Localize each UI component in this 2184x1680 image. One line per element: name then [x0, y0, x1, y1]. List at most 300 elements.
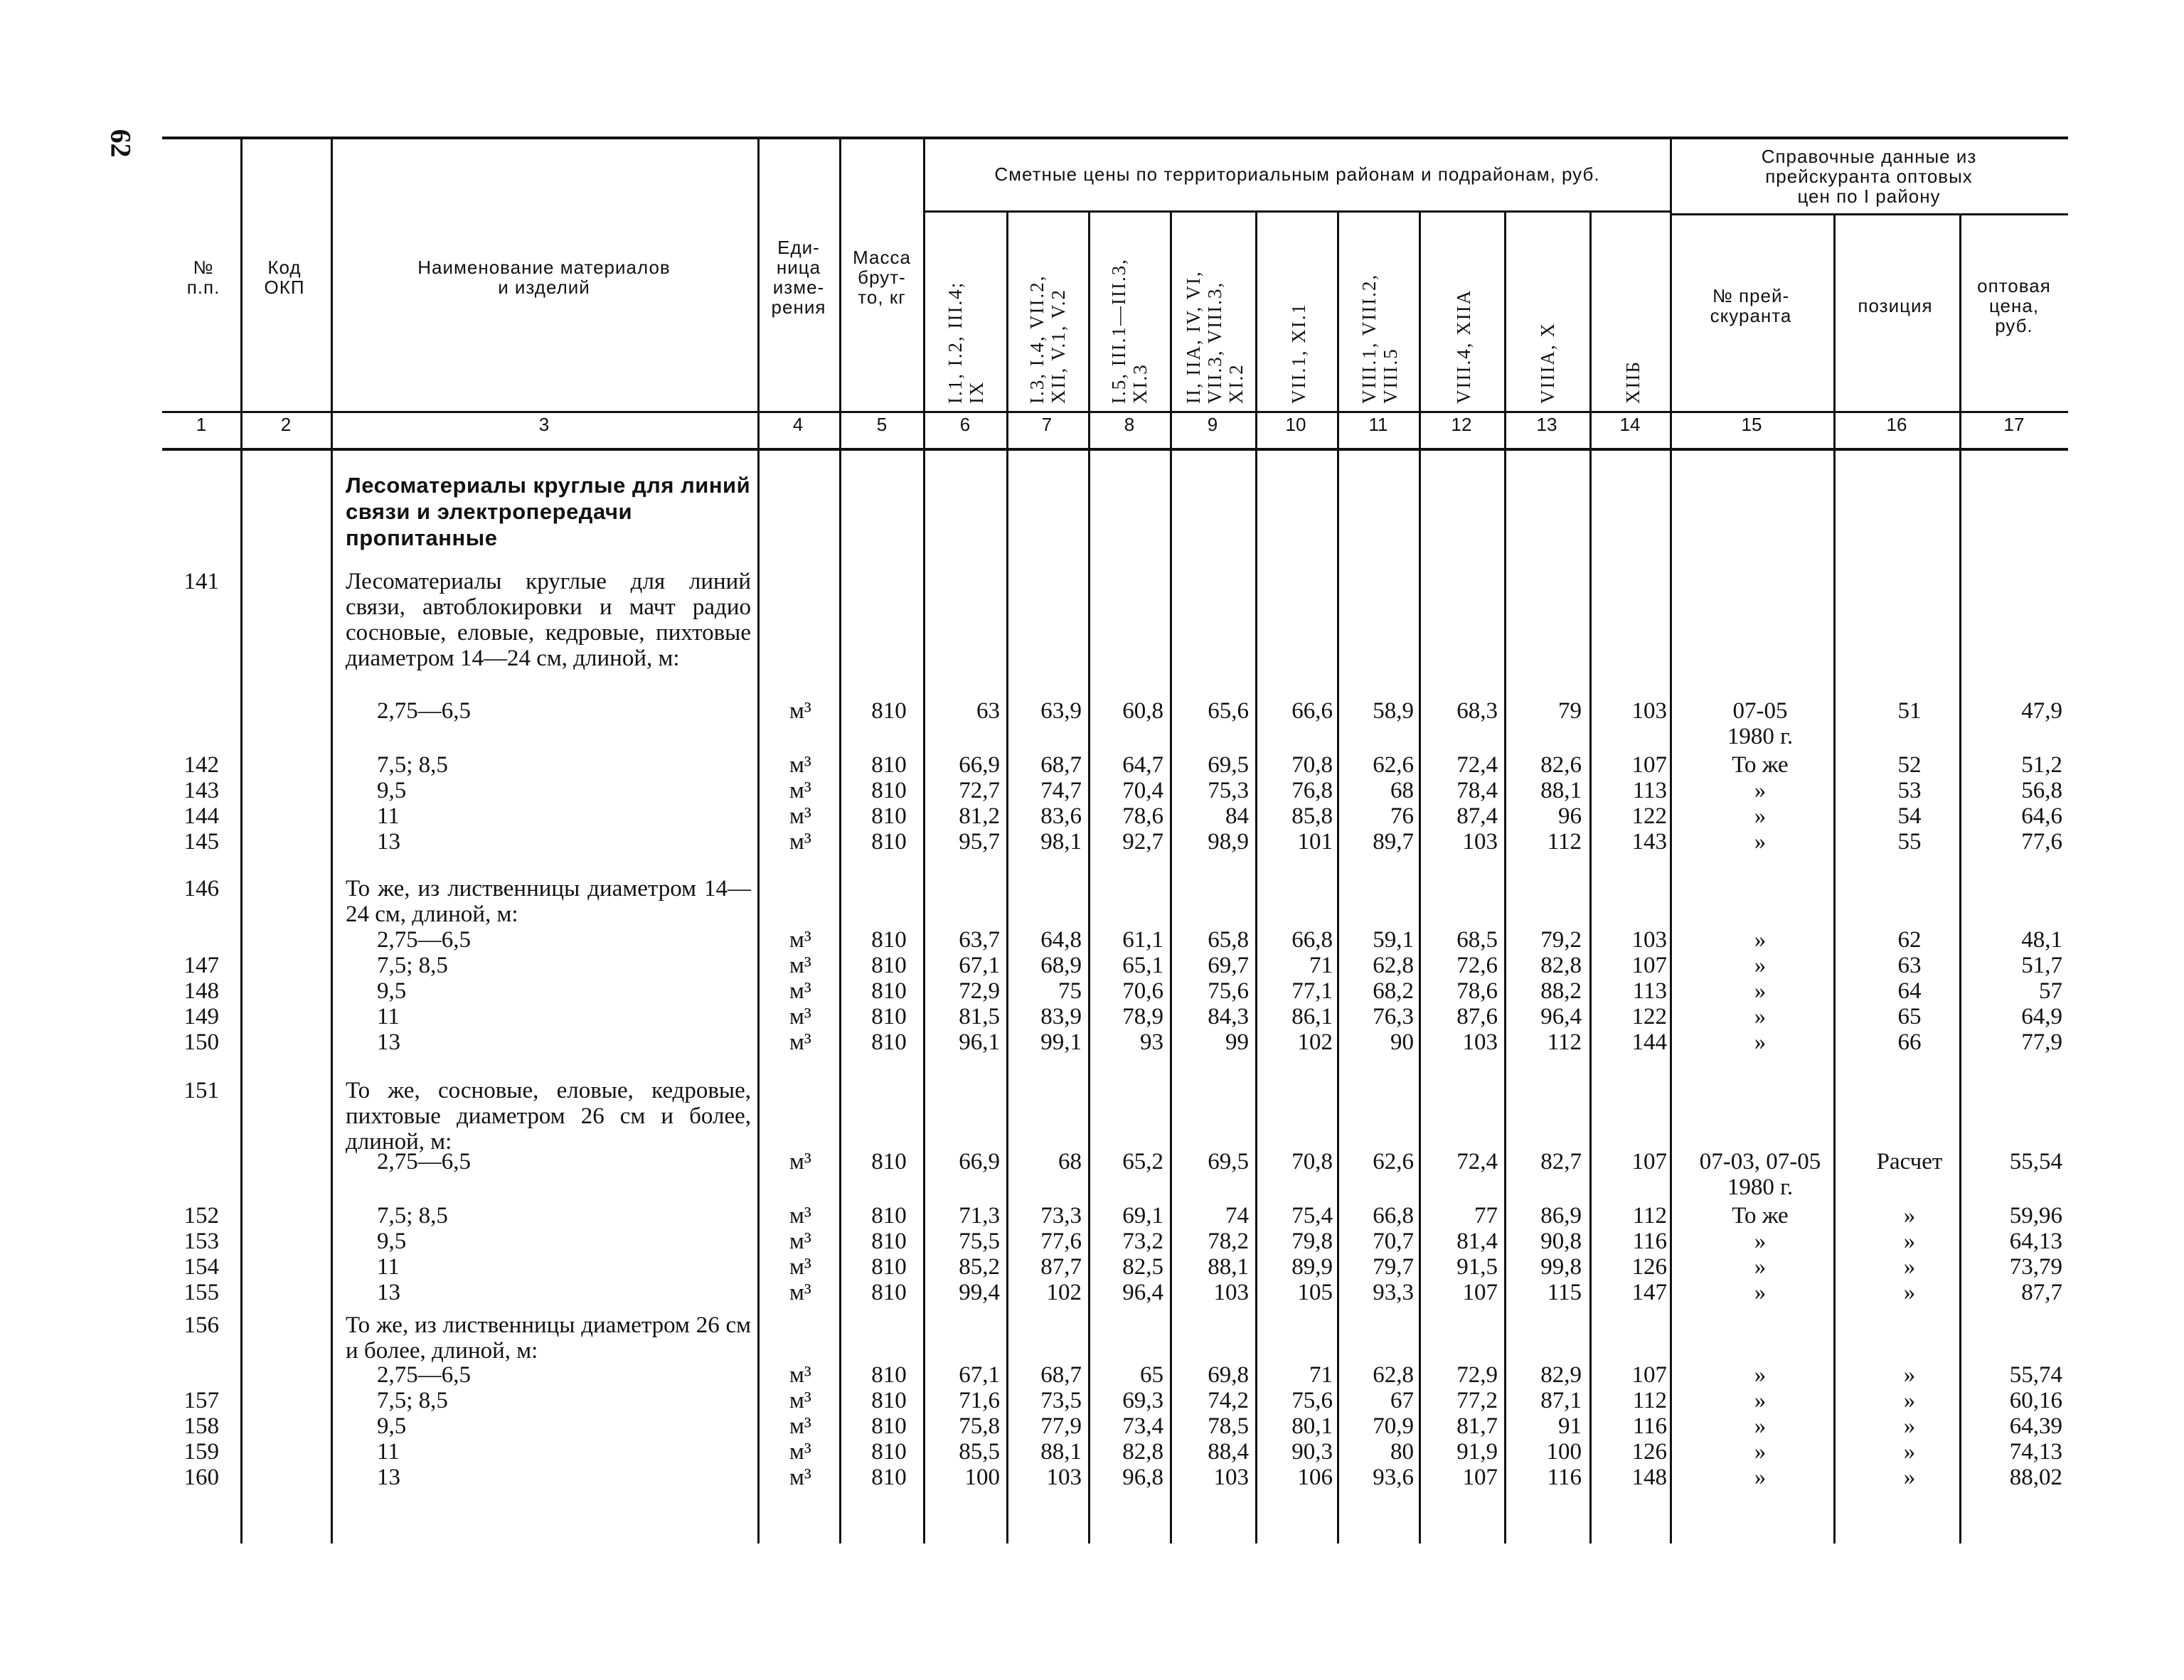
- row-price-region-3: 65,1: [1122, 953, 1163, 978]
- row-unit: м³: [789, 1280, 811, 1305]
- row-price-region-7: 91,9: [1456, 1439, 1498, 1465]
- row-price-region-8: 116: [1547, 1465, 1582, 1490]
- row-price-region-4: 103: [1213, 1280, 1249, 1305]
- row-position: 64: [1897, 978, 1922, 1004]
- row-position: »: [1903, 1465, 1916, 1490]
- row-price-region-9: 122: [1631, 1004, 1667, 1029]
- row-mass: 810: [871, 778, 907, 803]
- header-region-7: VIII.4, XIIA: [1453, 289, 1474, 404]
- row-price-region-6: 68,2: [1373, 978, 1414, 1004]
- row-price-region-2: 75: [1058, 978, 1082, 1004]
- row-length: 7,5; 8,5: [377, 1388, 448, 1413]
- row-mass: 810: [871, 1229, 907, 1254]
- row-price-region-7: 72,6: [1456, 953, 1498, 978]
- row-wholesale-price: 77,9: [2021, 1029, 2062, 1055]
- row-price-region-5: 75,4: [1291, 1203, 1333, 1229]
- table-row: [0, 1229, 2184, 1254]
- row-unit: м³: [789, 1465, 811, 1490]
- row-length: 11: [377, 803, 400, 829]
- column-number-8: 8: [1124, 413, 1135, 435]
- row-pricelist: »: [1754, 778, 1767, 803]
- row-price-region-5: 70,8: [1291, 752, 1333, 778]
- row-price-region-8: 91: [1558, 1413, 1582, 1439]
- header-region-1: I.1, I.2, III.4; IX: [944, 281, 987, 404]
- row-price-region-1: 72,7: [959, 778, 1000, 803]
- row-position: »: [1903, 1362, 1916, 1388]
- row-price-region-5: 71: [1309, 953, 1333, 978]
- row-number: 159: [183, 1439, 219, 1465]
- row-number: 153: [183, 1229, 219, 1254]
- row-pricelist: »: [1754, 1465, 1767, 1490]
- row-pricelist: »: [1754, 1029, 1767, 1055]
- row-price-region-6: 93,3: [1373, 1280, 1414, 1305]
- row-price-region-2: 73,5: [1040, 1388, 1082, 1413]
- row-price-region-5: 76,8: [1291, 778, 1333, 803]
- row-price-region-1: 72,9: [959, 978, 1000, 1004]
- row-price-region-2: 99,1: [1040, 1029, 1082, 1055]
- header-pricelist: № прей- скуранта: [1710, 285, 1792, 326]
- row-unit: м³: [789, 1004, 811, 1029]
- row-price-region-5: 71: [1309, 1362, 1333, 1388]
- row-price-region-6: 89,7: [1373, 829, 1414, 855]
- row-wholesale-price: 64,13: [2009, 1229, 2062, 1254]
- row-price-region-3: 64,7: [1122, 752, 1163, 778]
- row-length: 2,75—6,5: [377, 1149, 471, 1175]
- row-price-region-5: 89,9: [1291, 1254, 1333, 1280]
- row-length: 7,5; 8,5: [377, 752, 448, 778]
- row-mass: 810: [871, 927, 907, 953]
- header-unit: Еди- ница изме- рения: [771, 237, 826, 318]
- row-price-region-5: 105: [1297, 1280, 1333, 1305]
- row-pricelist: »: [1754, 829, 1767, 855]
- row-price-region-6: 66,8: [1373, 1203, 1414, 1229]
- table-row: [0, 1254, 2184, 1280]
- column-number-1: 1: [196, 413, 207, 435]
- row-price-region-6: 68: [1390, 778, 1414, 803]
- column-number-3: 3: [538, 413, 550, 435]
- table-row: [0, 778, 2184, 803]
- row-price-region-5: 70,8: [1291, 1149, 1333, 1175]
- row-price-region-7: 91,5: [1456, 1254, 1498, 1280]
- row-price-region-8: 79,2: [1540, 927, 1582, 953]
- row-price-region-6: 58,9: [1373, 698, 1414, 724]
- row-position: »: [1903, 1203, 1916, 1229]
- row-number: 156: [183, 1312, 219, 1338]
- prices-group-rule: [923, 210, 1671, 213]
- row-price-region-4: 65,8: [1208, 927, 1249, 953]
- row-price-region-6: 76,3: [1373, 1004, 1414, 1029]
- row-wholesale-price: 73,79: [2009, 1254, 2062, 1280]
- row-number: 158: [183, 1413, 219, 1439]
- row-number: 144: [183, 803, 219, 829]
- column-number-4: 4: [792, 413, 804, 435]
- row-position: »: [1903, 1280, 1916, 1305]
- row-mass: 810: [871, 698, 907, 724]
- header-region-5: VII.1, XI.1: [1288, 303, 1309, 404]
- row-price-region-6: 59,1: [1373, 927, 1414, 953]
- row-pricelist: »: [1754, 1362, 1767, 1388]
- column-number-13: 13: [1536, 413, 1557, 435]
- table-row: [0, 1413, 2184, 1439]
- row-mass: 810: [871, 1029, 907, 1055]
- column-divider: [1337, 212, 1339, 1543]
- row-mass: 810: [871, 1149, 907, 1175]
- column-number-2: 2: [280, 413, 292, 435]
- row-mass: 810: [871, 1413, 907, 1439]
- header-region-9: XIIБ: [1622, 360, 1644, 404]
- row-price-region-5: 80,1: [1291, 1413, 1333, 1439]
- row-position: 63: [1897, 953, 1922, 978]
- row-price-region-9: 143: [1631, 829, 1667, 855]
- row-price-region-8: 96,4: [1540, 1004, 1582, 1029]
- row-price-region-9: 107: [1631, 1362, 1667, 1388]
- row-price-region-3: 92,7: [1122, 829, 1163, 855]
- row-price-region-8: 82,9: [1540, 1362, 1582, 1388]
- row-price-region-3: 96,4: [1122, 1280, 1163, 1305]
- row-price-region-8: 115: [1547, 1280, 1582, 1305]
- row-unit: м³: [789, 978, 811, 1004]
- row-price-region-6: 67: [1390, 1388, 1414, 1413]
- row-number: 147: [183, 953, 219, 978]
- row-length: 13: [377, 1465, 400, 1490]
- row-price-region-4: 69,5: [1208, 1149, 1249, 1175]
- row-unit: м³: [789, 1149, 811, 1175]
- row-price-region-4: 98,9: [1208, 829, 1249, 855]
- row-price-region-1: 63,7: [959, 927, 1000, 953]
- row-price-region-3: 61,1: [1122, 927, 1163, 953]
- column-divider: [1419, 212, 1421, 1543]
- row-price-region-4: 69,7: [1208, 953, 1249, 978]
- row-price-region-8: 112: [1547, 1029, 1582, 1055]
- row-wholesale-price: 47,9: [2021, 698, 2062, 724]
- row-price-region-7: 81,7: [1456, 1413, 1498, 1439]
- row-price-region-2: 63,9: [1040, 698, 1082, 724]
- table-row: [0, 829, 2184, 855]
- header-name: Наименование материалов и изделий: [417, 257, 671, 298]
- row-price-region-3: 73,2: [1122, 1229, 1163, 1254]
- row-pricelist: »: [1754, 1254, 1767, 1280]
- column-number-10: 10: [1285, 413, 1306, 435]
- row-number: 149: [183, 1004, 219, 1029]
- row-price-region-9: 113: [1632, 978, 1667, 1004]
- column-number-11: 11: [1368, 413, 1388, 435]
- row-price-region-6: 62,6: [1373, 1149, 1414, 1175]
- row-price-region-7: 107: [1462, 1280, 1498, 1305]
- row-price-region-6: 80: [1390, 1439, 1414, 1465]
- row-price-region-2: 68,7: [1040, 752, 1082, 778]
- row-price-region-2: 68: [1058, 1149, 1082, 1175]
- row-price-region-8: 88,2: [1540, 978, 1582, 1004]
- row-price-region-8: 82,8: [1540, 953, 1582, 978]
- row-price-region-9: 126: [1631, 1254, 1667, 1280]
- row-position: 51: [1897, 698, 1922, 724]
- row-unit: м³: [789, 1029, 811, 1055]
- row-length: 9,5: [377, 1229, 407, 1254]
- row-price-region-9: 107: [1631, 752, 1667, 778]
- row-price-region-1: 71,6: [959, 1388, 1000, 1413]
- row-price-region-5: 106: [1297, 1465, 1333, 1490]
- row-length: 7,5; 8,5: [377, 1203, 448, 1229]
- row-price-region-9: 144: [1631, 1029, 1667, 1055]
- row-price-region-8: 86,9: [1540, 1203, 1582, 1229]
- group-description: То же, из лиственницы диаметром 26 см и более, длиной, м:: [346, 1312, 751, 1364]
- row-pricelist: То же: [1732, 1203, 1789, 1229]
- row-mass: 810: [871, 803, 907, 829]
- row-price-region-4: 74,2: [1208, 1388, 1249, 1413]
- row-number: 141: [183, 569, 219, 594]
- row-wholesale-price: 60,16: [2009, 1388, 2062, 1413]
- row-price-region-6: 79,7: [1373, 1254, 1414, 1280]
- column-number-14: 14: [1619, 413, 1641, 435]
- table-row: [0, 803, 2184, 829]
- row-position: »: [1903, 1439, 1916, 1465]
- row-price-region-7: 72,9: [1456, 1362, 1498, 1388]
- header-region-4: II, IIA, IV, VI, VII.3, VIII.3, XI.2: [1183, 270, 1247, 404]
- row-price-region-9: 122: [1631, 803, 1667, 829]
- row-mass: 810: [871, 1388, 907, 1413]
- row-length: 9,5: [377, 778, 407, 803]
- header-prices-group: Сметные цены по территориальным районам и подрайонам, руб.: [994, 164, 1600, 185]
- row-price-region-1: 75,8: [959, 1413, 1000, 1439]
- row-price-region-2: 68,9: [1040, 953, 1082, 978]
- row-pricelist: 07-05: [1732, 698, 1788, 724]
- row-wholesale-price: 64,39: [2009, 1413, 2062, 1439]
- row-price-region-2: 88,1: [1040, 1439, 1082, 1465]
- row-wholesale-price: 77,6: [2021, 829, 2062, 855]
- row-price-region-9: 103: [1631, 927, 1667, 953]
- row-price-region-9: 112: [1632, 1388, 1667, 1413]
- column-number-17: 17: [2003, 413, 2025, 435]
- row-price-region-3: 82,8: [1122, 1439, 1163, 1465]
- row-price-region-6: 70,9: [1373, 1413, 1414, 1439]
- row-position: »: [1903, 1413, 1916, 1439]
- row-pricelist: »: [1754, 953, 1767, 978]
- column-number-9: 9: [1207, 413, 1218, 435]
- row-position: 54: [1897, 803, 1922, 829]
- column-number-15: 15: [1741, 413, 1762, 435]
- column-divider: [1504, 212, 1506, 1543]
- row-mass: 810: [871, 978, 907, 1004]
- row-number: 160: [183, 1465, 219, 1490]
- row-price-region-5: 75,6: [1291, 1388, 1333, 1413]
- header-position: позиция: [1858, 295, 1933, 316]
- row-mass: 810: [871, 1004, 907, 1029]
- row-unit: м³: [789, 927, 811, 953]
- row-unit: м³: [789, 1388, 811, 1413]
- row-price-region-8: 90,8: [1540, 1229, 1582, 1254]
- row-pricelist: »: [1754, 1229, 1767, 1254]
- row-price-region-1: 85,5: [959, 1439, 1000, 1465]
- row-number: 155: [183, 1280, 219, 1305]
- row-wholesale-price: 74,13: [2009, 1439, 2062, 1465]
- row-price-region-1: 81,5: [959, 1004, 1000, 1029]
- row-unit: м³: [789, 829, 811, 855]
- row-pricelist: »: [1754, 1280, 1767, 1305]
- row-mass: 810: [871, 1439, 907, 1465]
- row-number: 157: [183, 1388, 219, 1413]
- row-mass: 810: [871, 1203, 907, 1229]
- row-pricelist: 07-03, 07-05: [1699, 1149, 1821, 1175]
- row-price-region-2: 87,7: [1040, 1254, 1082, 1280]
- row-wholesale-price: 51,2: [2021, 752, 2062, 778]
- row-number: 150: [183, 1029, 219, 1055]
- group-description: То же, из лиственницы диаметром 14—24 см, длиной, м:: [346, 876, 751, 927]
- row-price-region-5: 102: [1297, 1029, 1333, 1055]
- row-mass: 810: [871, 1254, 907, 1280]
- row-wholesale-price: 51,7: [2021, 953, 2062, 978]
- header-wholesale: оптовая цена, руб.: [1977, 275, 2051, 336]
- row-pricelist: То же: [1732, 752, 1789, 778]
- column-divider: [1006, 212, 1008, 1543]
- row-price-region-4: 88,1: [1208, 1254, 1249, 1280]
- table-row: [0, 1439, 2184, 1465]
- header-num: № п.п.: [186, 257, 220, 298]
- row-position: »: [1903, 1229, 1916, 1254]
- row-price-region-7: 103: [1462, 829, 1498, 855]
- row-price-region-8: 99,8: [1540, 1254, 1582, 1280]
- row-unit: м³: [789, 1413, 811, 1439]
- row-price-region-7: 72,4: [1456, 752, 1498, 778]
- header-mass: Масса брут- то, кг: [853, 247, 911, 308]
- row-price-region-4: 75,3: [1208, 778, 1249, 803]
- column-divider: [1170, 212, 1172, 1543]
- row-wholesale-price: 88,02: [2009, 1465, 2062, 1490]
- row-unit: м³: [789, 1439, 811, 1465]
- row-length: 13: [377, 1280, 400, 1305]
- row-price-region-1: 81,2: [959, 803, 1000, 829]
- row-price-region-4: 78,5: [1208, 1413, 1249, 1439]
- row-position: »: [1903, 1388, 1916, 1413]
- row-price-region-4: 78,2: [1208, 1229, 1249, 1254]
- row-price-region-5: 90,3: [1291, 1439, 1333, 1465]
- row-price-region-6: 93,6: [1373, 1465, 1414, 1490]
- column-number-16: 16: [1886, 413, 1907, 435]
- row-price-region-1: 85,2: [959, 1254, 1000, 1280]
- row-number: 145: [183, 829, 219, 855]
- column-divider: [1959, 215, 1961, 1543]
- row-position: 52: [1897, 752, 1922, 778]
- row-price-region-1: 100: [964, 1465, 1000, 1490]
- row-price-region-3: 69,1: [1122, 1203, 1163, 1229]
- row-price-region-6: 62,6: [1373, 752, 1414, 778]
- row-price-region-5: 66,6: [1291, 698, 1333, 724]
- column-number-6: 6: [959, 413, 971, 435]
- row-price-region-3: 78,6: [1122, 803, 1163, 829]
- row-price-region-4: 65,6: [1208, 698, 1249, 724]
- row-length: 7,5; 8,5: [377, 953, 448, 978]
- row-price-region-3: 70,6: [1122, 978, 1163, 1004]
- row-price-region-3: 69,3: [1122, 1388, 1163, 1413]
- row-price-region-2: 77,9: [1040, 1413, 1082, 1439]
- row-price-region-8: 88,1: [1540, 778, 1582, 803]
- table-row: [0, 1004, 2184, 1029]
- table-row: [0, 1465, 2184, 1490]
- row-price-region-6: 90: [1390, 1029, 1414, 1055]
- row-number: 154: [183, 1254, 219, 1280]
- row-price-region-2: 77,6: [1040, 1229, 1082, 1254]
- row-position: 53: [1897, 778, 1922, 803]
- row-price-region-9: 116: [1632, 1413, 1667, 1439]
- row-pricelist: »: [1754, 1388, 1767, 1413]
- row-wholesale-price: 55,74: [2009, 1362, 2062, 1388]
- column-number-12: 12: [1451, 413, 1472, 435]
- row-price-region-3: 93: [1140, 1029, 1163, 1055]
- row-wholesale-price: 57: [2039, 978, 2062, 1004]
- row-price-region-7: 103: [1462, 1029, 1498, 1055]
- row-price-region-4: 69,5: [1208, 752, 1249, 778]
- row-number: 148: [183, 978, 219, 1004]
- row-pricelist: »: [1754, 1439, 1767, 1465]
- row-length: 9,5: [377, 978, 407, 1004]
- row-price-region-5: 101: [1297, 829, 1333, 855]
- row-price-region-2: 68,7: [1040, 1362, 1082, 1388]
- row-price-region-8: 82,7: [1540, 1149, 1582, 1175]
- row-price-region-2: 83,9: [1040, 1004, 1082, 1029]
- column-divider: [1088, 212, 1090, 1543]
- row-pricelist: »: [1754, 1413, 1767, 1439]
- row-price-region-1: 63: [976, 698, 1000, 724]
- row-wholesale-price: 59,96: [2009, 1203, 2062, 1229]
- row-price-region-2: 98,1: [1040, 829, 1082, 855]
- row-price-region-2: 102: [1046, 1280, 1082, 1305]
- row-price-region-5: 79,8: [1291, 1229, 1333, 1254]
- row-position: 65: [1897, 1004, 1922, 1029]
- row-price-region-7: 77,2: [1456, 1388, 1498, 1413]
- row-number: 152: [183, 1203, 219, 1229]
- group-description: Лесоматериалы круглые для линий связи, автоблокировки и мачт радио сосновые, еловые, кедровые, пихтовые диаметром 14—24 см, длиной, м:: [346, 569, 751, 671]
- row-number: 151: [183, 1078, 219, 1103]
- row-position: 66: [1897, 1029, 1922, 1055]
- row-price-region-7: 78,6: [1456, 978, 1498, 1004]
- row-price-region-6: 70,7: [1373, 1229, 1414, 1254]
- row-length: 11: [377, 1004, 400, 1029]
- row-price-region-1: 71,3: [959, 1203, 1000, 1229]
- row-price-region-3: 70,4: [1122, 778, 1163, 803]
- row-wholesale-price: 56,8: [2021, 778, 2062, 803]
- table-row: [0, 978, 2184, 1004]
- header-region-8: VIIIA, X: [1537, 322, 1558, 404]
- row-pricelist: »: [1754, 1004, 1767, 1029]
- group-description: То же, сосновые, еловые, кедровые, пихтовые диаметром 26 см и более, длиной, м:: [346, 1078, 751, 1155]
- row-mass: 810: [871, 953, 907, 978]
- row-price-region-9: 107: [1631, 953, 1667, 978]
- row-price-region-9: 103: [1631, 698, 1667, 724]
- row-price-region-2: 73,3: [1040, 1203, 1082, 1229]
- row-price-region-7: 77: [1474, 1203, 1498, 1229]
- row-mass: 810: [871, 1465, 907, 1490]
- row-price-region-1: 67,1: [959, 953, 1000, 978]
- row-price-region-1: 75,5: [959, 1229, 1000, 1254]
- row-wholesale-price: 55,54: [2009, 1149, 2062, 1175]
- row-length: 2,75—6,5: [377, 1362, 471, 1388]
- row-unit: м³: [789, 1229, 811, 1254]
- column-divider: [1589, 212, 1592, 1543]
- row-position: 62: [1897, 927, 1922, 953]
- row-pricelist: »: [1754, 803, 1767, 829]
- row-mass: 810: [871, 1362, 907, 1388]
- row-number: 142: [183, 752, 219, 778]
- row-price-region-5: 66,8: [1291, 927, 1333, 953]
- row-price-region-2: 64,8: [1040, 927, 1082, 953]
- table-row: [0, 1280, 2184, 1305]
- row-price-region-3: 73,4: [1122, 1413, 1163, 1439]
- header-region-6: VIII.1, VIII.2, VIII.5: [1358, 273, 1401, 404]
- table-top-rule: [162, 137, 2068, 139]
- row-unit: м³: [789, 1254, 811, 1280]
- row-number: 143: [183, 778, 219, 803]
- row-price-region-9: 126: [1631, 1439, 1667, 1465]
- row-price-region-3: 96,8: [1122, 1465, 1163, 1490]
